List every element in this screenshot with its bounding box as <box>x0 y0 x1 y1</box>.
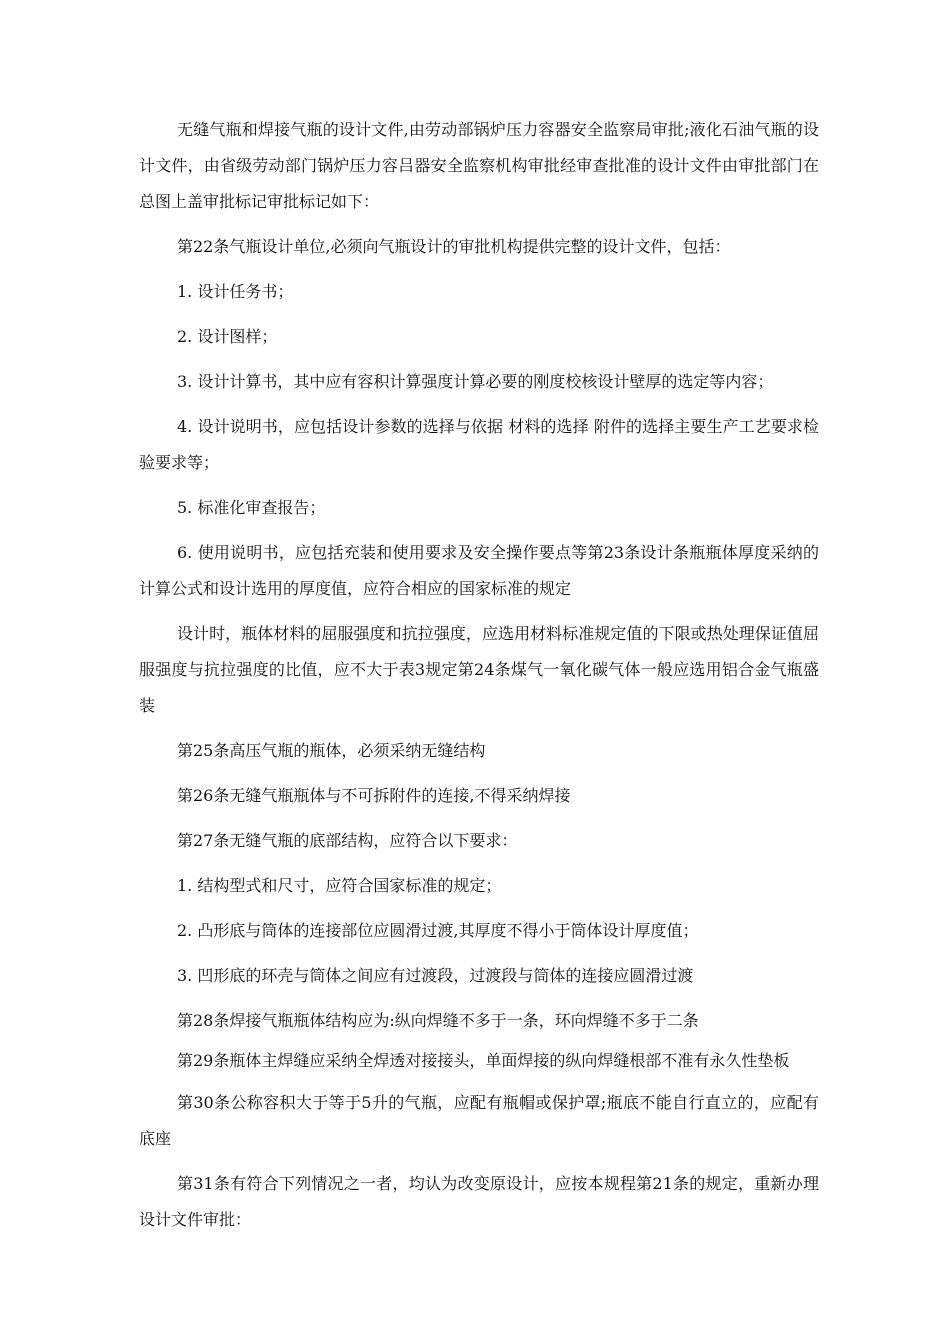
list-item-concave-bottom: 3. 凹形底的环壳与筒体之间应有过渡段，过渡段与筒体的连接应圆滑过渡 <box>177 966 694 985</box>
paragraph-article-30: 第30条公称容积大于等于5升的气瓶，应配有瓶帽或保护罩;瓶底不能自行直立的，应配有底座 <box>139 1093 819 1148</box>
list-item-structure-size: 1. 结构型式和尺寸，应符合国家标准的规定； <box>177 876 502 895</box>
paragraph-article-27: 第27条无缝气瓶的底部结构，应符合以下要求： <box>177 831 518 850</box>
paragraph-article-29: 第29条瓶体主焊缝应采纳全焊透对接接头，单面焊接的纵向焊缝根部不准有永久性垫板 <box>177 1051 790 1070</box>
list-item-drawings: 2. 设计图样； <box>177 327 278 346</box>
paragraph-design-strength-article-24: 设计时，瓶体材料的屈服强度和抗拉强度，应选用材料标准规定值的下限或热处理保证值屈服强度与抗拉强度的比值，应不大于表3规定第24条煤气一氧化碳气体一般应选用铝合金气瓶盛装 <box>139 624 819 715</box>
list-item-convex-bottom: 2. 凸形底与筒体的连接部位应圆滑过渡,其厚度不得小于筒体设计厚度值； <box>177 921 699 940</box>
paragraph-article-22: 第22条气瓶设计单位,必须向气瓶设计的审批机构提供完整的设计文件，包括： <box>177 237 731 256</box>
paragraph-article-31: 第31条有符合下列情况之一者，均认为改变原设计，应按本规程第21条的规定，重新办理设计文件审批： <box>139 1174 819 1229</box>
list-item-user-manual-article-23: 6. 使用说明书，应包括充装和使用要求及安全操作要点等第23条设计条瓶瓶体厚度采纳的计算公式和设计选用的厚度值，应符合相应的国家标准的规定 <box>139 543 819 598</box>
paragraph-design-approval: 无缝气瓶和焊接气瓶的设计文件,由劳动部锅炉压力容器安全监察局审批;液化石油气瓶的设计文件，由省级劳动部门锅炉压力容吕器安全监察机构审批经审查批准的设计文件由审批部门在总图上盖审批标记审批标记如下： <box>139 120 819 211</box>
paragraph-article-26: 第26条无缝气瓶瓶体与不可拆附件的连接,不得采纳焊接 <box>177 786 571 805</box>
paragraph-article-25: 第25条高压气瓶的瓶体，必须采纳无缝结构 <box>177 741 486 760</box>
list-item-design-manual: 4. 设计说明书，应包括设计参数的选择与依据 材料的选择 附件的选择主要生产工艺要求检验要求等； <box>139 417 819 472</box>
list-item-standardization-report: 5. 标准化审查报告； <box>177 498 326 517</box>
list-item-task-book: 1. 设计任务书； <box>177 282 294 301</box>
document-body <box>139 112 819 1247</box>
paragraph-article-28: 第28条焊接气瓶瓶体结构应为:纵向焊缝不多于一条，环向焊缝不多于二条 <box>177 1011 699 1030</box>
list-item-calculation-book: 3. 设计计算书，其中应有容积计算强度计算必要的刚度校核设计壁厚的选定等内容； <box>177 372 774 391</box>
